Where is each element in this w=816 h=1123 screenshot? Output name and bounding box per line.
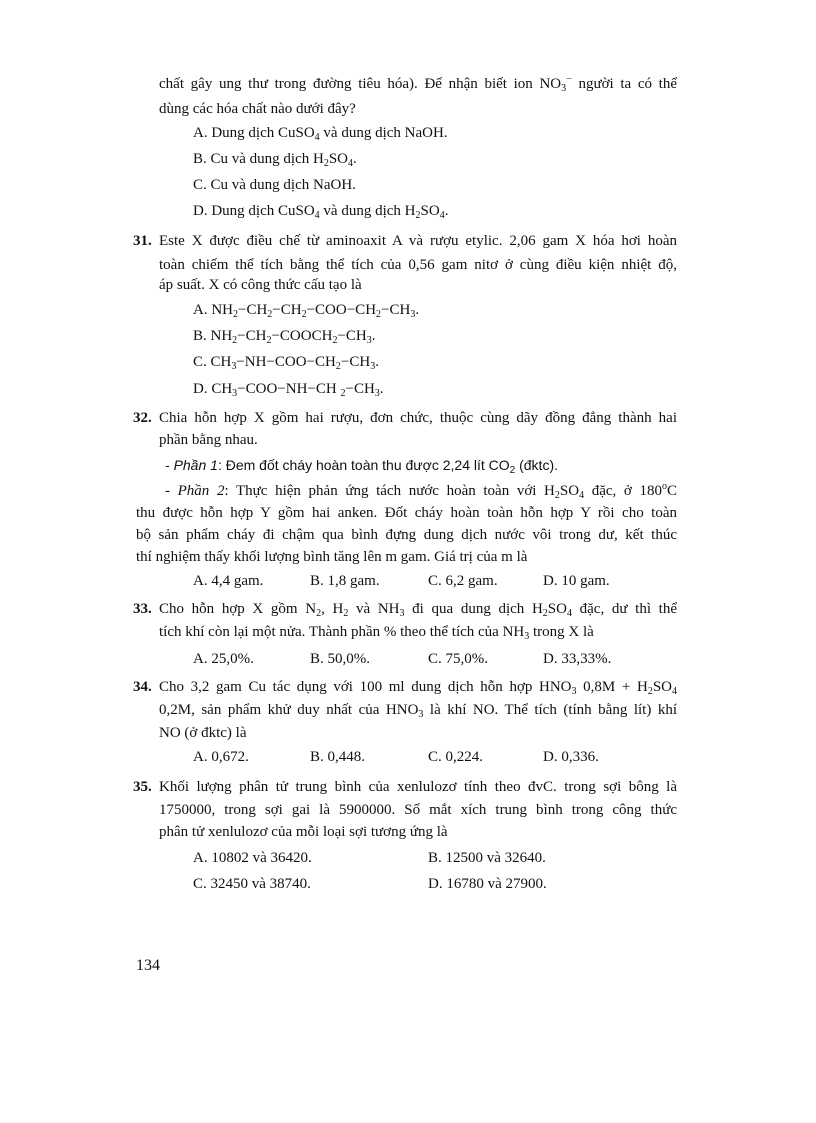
q30-text-line-1: chất gây ung thư trong đường tiêu hóa). Để nhận biết ion $NO_3^-$ người ta có thể xyxy=(159,74,677,94)
q34-option-c: C. 0,224. xyxy=(428,749,484,765)
q31-text-line-3: áp suất. X có công thức cấu tạo là xyxy=(159,277,362,293)
q32-part-1: - Phần 1: Đem đốt cháy hoàn toàn thu được 2,24 lít $CO_2$ (đktc). xyxy=(165,457,558,476)
q33-number: 33. xyxy=(133,601,152,617)
q34-option-a: A. 0,672. xyxy=(193,749,249,765)
q32-part-2: - Phần 2: Thực hiện phản ứng tách nước hoàn toàn với $H_2SO_4$ đặc, ở 180$^o$C xyxy=(165,481,678,501)
q35-option-b: B. 12500 và 32640. xyxy=(428,850,546,866)
q32-text-line-5: bộ sản phẩm cháy đi chậm qua bình đựng dung dịch nước vôi trong dư, kết thúc xyxy=(136,527,677,543)
q35-text-line-3: phân tử xenlulozơ của mỗi loại sợi tương ứng là xyxy=(159,824,448,840)
q32-option-b: B. 1,8 gam. xyxy=(310,573,380,589)
q32-number: 32. xyxy=(133,410,152,426)
q30-option-c: C. Cu và dung dịch NaOH. xyxy=(193,177,356,193)
q35-text-line-2: 1750000, trong sợi gai là 5900000. Số mắt xích trung bình trong công thức xyxy=(159,802,677,818)
q33-option-d: D. 33,33%. xyxy=(543,651,612,667)
q31-option-b: B. $NH_2-CH_2-COOCH_2-CH_3$. xyxy=(193,328,376,346)
q32-text-line-6: thí nghiệm thấy khối lượng bình tăng lên m gam. Giá trị của m là xyxy=(136,549,528,565)
q32-text-line-1: Chia hỗn hợp X gồm hai rượu, đơn chức, thuộc cùng dãy đồng đẳng thành hai xyxy=(159,410,677,426)
q34-text-line-3: NO (ở đktc) là xyxy=(159,725,247,741)
q34-number: 34. xyxy=(133,679,152,695)
q33-option-b: B. 50,0%. xyxy=(310,651,370,667)
q31-number: 31. xyxy=(133,233,152,249)
q31-option-d: D. $CH_3-COO-NH-CH$ $_2-CH_3$. xyxy=(193,381,384,399)
q32-option-c: C. 6,2 gam. xyxy=(428,573,498,589)
q34-text-line-1: Cho 3,2 gam Cu tác dụng với 100 ml dung dịch hỗn hợp $HNO_3$ $0,8M + H_2SO_4$ xyxy=(159,679,677,697)
q30-option-a: A. Dung dịch CuSO$_4$ và dung dịch NaOH. xyxy=(193,125,448,143)
q31-text-line-2: toàn chiếm thể tích bằng thể tích của 0,56 gam nitơ ở cùng điều kiện nhiệt độ, xyxy=(159,257,677,273)
q32-option-a: A. 4,4 gam. xyxy=(193,573,264,589)
q32-option-d: D. 10 gam. xyxy=(543,573,610,589)
q33-option-c: C. 75,0%. xyxy=(428,651,488,667)
q35-number: 35. xyxy=(133,779,152,795)
page-number: 134 xyxy=(136,957,160,974)
q33-option-a: A. 25,0%. xyxy=(193,651,254,667)
q35-option-a: A. 10802 và 36420. xyxy=(193,850,312,866)
q33-text-line-2: tích khí còn lại một nửa. Thành phần % theo thể tích của $NH_3$ trong X là xyxy=(159,624,594,642)
q31-option-a: A. $NH_2-CH_2-CH_2-COO-CH_2-CH_3$. xyxy=(193,302,420,320)
q30-text-line-2: dùng các hóa chất nào dưới đây? xyxy=(159,101,356,117)
q35-option-c: C. 32450 và 38740. xyxy=(193,876,311,892)
q32-text-line-2: phần bằng nhau. xyxy=(159,432,258,448)
q35-option-d: D. 16780 và 27900. xyxy=(428,876,547,892)
q35-text-line-1: Khối lượng phân tử trung bình của xenlulozơ tính theo đvC. trong sợi bông là xyxy=(159,779,677,795)
q34-option-b: B. 0,448. xyxy=(310,749,366,765)
q34-text-line-2: 0,2M, sản phẩm khử duy nhất của $HNO_3$ là khí NO. Thể tích (tính bằng lít) khí xyxy=(159,702,677,720)
q33-text-line-1: Cho hỗn hợp X gồm $N_2$, $H_2$ và $NH_3$ đi qua dung dịch $H_2SO_4$ đặc, dư thì thể xyxy=(159,601,677,619)
q31-text-line-1: Este X được điều chế từ aminoaxit A và rượu etylic. 2,06 gam X hóa hơi hoàn xyxy=(159,233,677,249)
q30-option-b: B. Cu và dung dịch $H_2SO_4$. xyxy=(193,151,357,169)
q31-option-c: C. $CH_3-NH-COO-CH_2-CH_3$. xyxy=(193,354,379,372)
q32-text-line-4: thu được hỗn hợp Y gồm hai anken. Đốt cháy hoàn toàn hỗn hợp Y rồi cho toàn xyxy=(136,505,677,521)
q30-option-d: D. Dung dịch CuSO$_4$ và dung dịch $H_2SO_4$. xyxy=(193,203,449,221)
q34-option-d: D. 0,336. xyxy=(543,749,599,765)
